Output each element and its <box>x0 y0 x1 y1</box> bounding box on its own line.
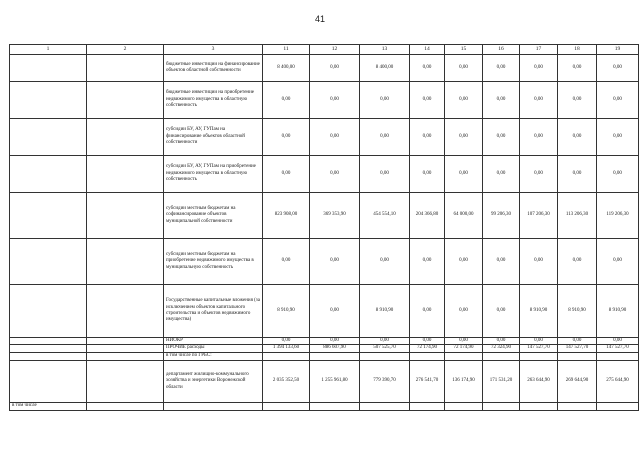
value-cell: 275 644,90 <box>597 360 639 402</box>
value-cell: 0,00 <box>597 338 639 345</box>
value-cell: 276 541,70 <box>410 360 445 402</box>
empty-cell <box>360 402 410 410</box>
value-cell: 0,00 <box>445 82 483 119</box>
value-cell: 0,00 <box>483 156 520 193</box>
table-row <box>10 239 639 285</box>
value-cell: 147 527,70 <box>597 345 639 352</box>
value-cell: 72 324,90 <box>483 345 520 352</box>
value-cell: 0,00 <box>445 338 483 345</box>
empty-cell <box>10 352 87 360</box>
budget-table <box>9 44 639 411</box>
value-cell: 0,00 <box>445 55 483 82</box>
value-cell: 0,00 <box>483 119 520 156</box>
empty-cell <box>10 360 87 402</box>
row-label: субсидии БУ, АУ, ГУПам на приобретение недвижимого имущества в областную собственность <box>164 156 263 193</box>
header-cell: 15 <box>445 45 483 55</box>
empty-cell <box>10 338 87 345</box>
empty-cell <box>10 285 87 338</box>
value-cell: 0,00 <box>310 82 360 119</box>
value-cell: 8 400,00 <box>263 55 310 82</box>
value-cell: 0,00 <box>310 55 360 82</box>
empty-cell <box>310 402 360 410</box>
value-cell: 0,00 <box>558 239 597 285</box>
value-cell: 136 174,90 <box>445 360 483 402</box>
value-cell: 0,00 <box>520 119 558 156</box>
value-cell <box>520 352 558 360</box>
value-cell: 0,00 <box>310 156 360 193</box>
empty-cell <box>263 402 310 410</box>
row-label: НИОКР <box>164 338 263 345</box>
value-cell <box>410 352 445 360</box>
value-cell: 147 527,70 <box>520 345 558 352</box>
empty-cell <box>87 239 164 285</box>
table-row <box>10 193 639 239</box>
value-cell: 0,00 <box>597 82 639 119</box>
value-cell: 72 174,90 <box>410 345 445 352</box>
value-cell: 0,00 <box>410 82 445 119</box>
value-cell: 0,00 <box>483 338 520 345</box>
value-cell: 8 910,90 <box>520 285 558 338</box>
row-label: ПРОЧИЕ расходы <box>164 345 263 352</box>
value-cell: 8 910,90 <box>597 285 639 338</box>
value-cell: 0,00 <box>410 338 445 345</box>
table-row <box>10 345 639 352</box>
table-row <box>10 55 639 82</box>
value-cell: 0,00 <box>360 338 410 345</box>
value-cell: 0,00 <box>445 239 483 285</box>
empty-cell <box>483 402 520 410</box>
value-cell: 171 531,20 <box>483 360 520 402</box>
value-cell: 269 644,90 <box>558 360 597 402</box>
value-cell: 0,00 <box>263 338 310 345</box>
value-cell: 0,00 <box>483 285 520 338</box>
value-cell: 99 206,30 <box>483 193 520 239</box>
empty-cell <box>87 119 164 156</box>
value-cell: 0,00 <box>483 82 520 119</box>
empty-cell <box>597 402 639 410</box>
empty-cell <box>87 352 164 360</box>
value-cell: 454 554,10 <box>360 193 410 239</box>
empty-cell <box>87 360 164 402</box>
value-cell <box>483 352 520 360</box>
empty-cell <box>10 156 87 193</box>
value-cell: 0,00 <box>263 82 310 119</box>
value-cell: 204 366,80 <box>410 193 445 239</box>
value-cell: 0,00 <box>597 119 639 156</box>
empty-cell <box>164 402 263 410</box>
value-cell: 2 035 352,50 <box>263 360 310 402</box>
empty-cell <box>10 119 87 156</box>
empty-cell <box>10 193 87 239</box>
table-row <box>10 285 639 338</box>
row-label: бюджетные инвестиции на приобретение недвижимого имущества в областную собственность <box>164 82 263 119</box>
header-cell: 11 <box>263 45 310 55</box>
header-cell: 1 <box>10 45 87 55</box>
value-cell: 1 255 961,80 <box>310 360 360 402</box>
value-cell: 0,00 <box>410 55 445 82</box>
header-cell: 19 <box>597 45 639 55</box>
header-cell: 12 <box>310 45 360 55</box>
value-cell: 113 206,30 <box>558 193 597 239</box>
value-cell: 8 910,90 <box>558 285 597 338</box>
value-cell: 0,00 <box>310 119 360 156</box>
value-cell: 507 525,70 <box>360 345 410 352</box>
value-cell <box>558 352 597 360</box>
value-cell: 0,00 <box>310 239 360 285</box>
value-cell: 779 390,70 <box>360 360 410 402</box>
header-cell: 13 <box>360 45 410 55</box>
empty-cell <box>558 402 597 410</box>
value-cell <box>360 352 410 360</box>
empty-cell <box>10 239 87 285</box>
value-cell <box>597 352 639 360</box>
value-cell: 0,00 <box>520 82 558 119</box>
header-cell: 18 <box>558 45 597 55</box>
value-cell: 0,00 <box>360 119 410 156</box>
empty-cell <box>87 285 164 338</box>
empty-cell <box>87 402 164 410</box>
value-cell: 263 644,90 <box>520 360 558 402</box>
value-cell: 0,00 <box>360 239 410 285</box>
table-row <box>10 156 639 193</box>
value-cell: 1 394 133,60 <box>263 345 310 352</box>
value-cell: 0,00 <box>558 82 597 119</box>
value-cell: 0,00 <box>263 156 310 193</box>
value-cell: 0,00 <box>483 55 520 82</box>
empty-cell <box>10 55 87 82</box>
empty-cell <box>87 55 164 82</box>
header-cell: 16 <box>483 45 520 55</box>
value-cell: 0,00 <box>410 239 445 285</box>
value-cell: 8 910,90 <box>263 285 310 338</box>
footer-label: в том числе <box>10 402 87 410</box>
value-cell: 369 353,90 <box>310 193 360 239</box>
row-label: субсидии местным бюджетам на софинансирование объектов муниципальной собственности <box>164 193 263 239</box>
empty-cell <box>87 82 164 119</box>
value-cell: 0,00 <box>597 156 639 193</box>
table-row <box>10 360 639 402</box>
row-label: субсидии БУ, АУ, ГУПам на финансирование объектов областной собственности <box>164 119 263 156</box>
value-cell: 0,00 <box>483 239 520 285</box>
empty-cell <box>520 402 558 410</box>
value-cell: 0,00 <box>558 55 597 82</box>
empty-cell <box>445 402 483 410</box>
row-label: департамент жилищно-коммунального хозяйства и энергетики Воронежской области <box>164 360 263 402</box>
empty-cell <box>87 156 164 193</box>
value-cell: 0,00 <box>445 119 483 156</box>
value-cell: 0,00 <box>410 119 445 156</box>
value-cell: 0,00 <box>310 285 360 338</box>
value-cell: 0,00 <box>558 338 597 345</box>
value-cell: 0,00 <box>558 156 597 193</box>
value-cell: 0,00 <box>520 338 558 345</box>
row-label: Государственные капитальные вложения (за исключением объектов капитального строительства и объектов недвижимого имущества) <box>164 285 263 338</box>
empty-cell <box>10 345 87 352</box>
header-cell: 14 <box>410 45 445 55</box>
header-cell: 17 <box>520 45 558 55</box>
empty-cell <box>10 82 87 119</box>
row-label: бюджетные инвестиции на финансирование объектов областной собственности <box>164 55 263 82</box>
value-cell: 0,00 <box>263 119 310 156</box>
table-row <box>10 119 639 156</box>
value-cell <box>263 352 310 360</box>
header-cell: 3 <box>164 45 263 55</box>
value-cell: 0,00 <box>597 55 639 82</box>
value-cell: 0,00 <box>520 239 558 285</box>
value-cell: 886 607,90 <box>310 345 360 352</box>
row-label: субсидии местным бюджетам на приобретение недвижимого имущества в муниципальную собственность <box>164 239 263 285</box>
value-cell: 0,00 <box>360 156 410 193</box>
value-cell: 72 174,90 <box>445 345 483 352</box>
value-cell: 8 400,00 <box>360 55 410 82</box>
value-cell: 0,00 <box>520 55 558 82</box>
value-cell <box>310 352 360 360</box>
empty-cell <box>410 402 445 410</box>
value-cell: 0,00 <box>410 156 445 193</box>
value-cell: 0,00 <box>520 156 558 193</box>
value-cell: 0,00 <box>263 239 310 285</box>
value-cell: 0,00 <box>445 156 483 193</box>
value-cell <box>445 352 483 360</box>
value-cell: 0,00 <box>360 82 410 119</box>
footer-row <box>10 402 639 410</box>
row-label: в том числе по ГРБС: <box>164 352 263 360</box>
value-cell: 107 206,30 <box>520 193 558 239</box>
table-row <box>10 338 639 345</box>
table-row <box>10 352 639 360</box>
value-cell: 0,00 <box>597 239 639 285</box>
value-cell: 8 910,90 <box>360 285 410 338</box>
empty-cell <box>87 193 164 239</box>
page-number: 41 <box>314 14 325 24</box>
value-cell: 147 527,70 <box>558 345 597 352</box>
value-cell: 0,00 <box>445 285 483 338</box>
value-cell: 0,00 <box>310 338 360 345</box>
table-row <box>10 82 639 119</box>
value-cell: 64 000,00 <box>445 193 483 239</box>
header-cell: 2 <box>87 45 164 55</box>
value-cell: 823 908,00 <box>263 193 310 239</box>
value-cell: 0,00 <box>558 119 597 156</box>
value-cell: 0,00 <box>410 285 445 338</box>
header-row <box>10 45 639 55</box>
empty-cell <box>87 345 164 352</box>
empty-cell <box>87 338 164 345</box>
value-cell: 119 206,30 <box>597 193 639 239</box>
